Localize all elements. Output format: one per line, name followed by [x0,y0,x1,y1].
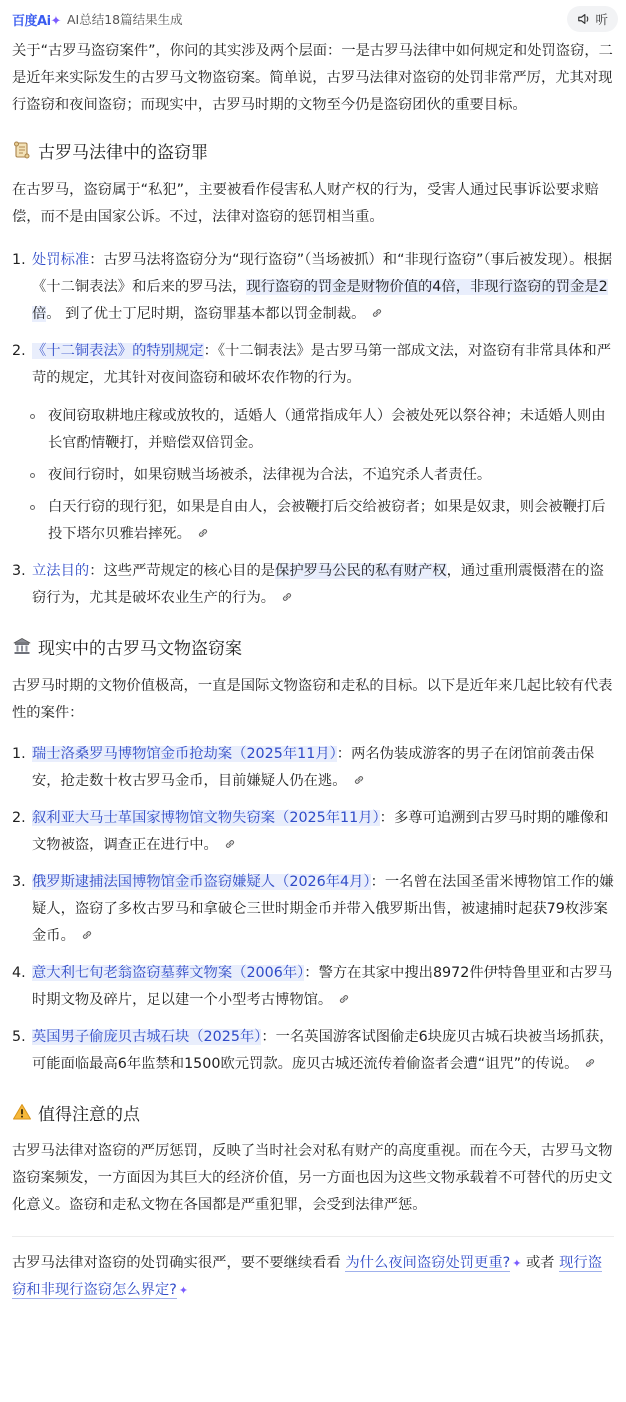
warning-icon [12,1102,32,1122]
sub-list-item: 夜间行窃时，如果窃贼当场被杀，法律视为合法，不追究杀人者责任。 [12,462,614,489]
intro-paragraph: 关于“古罗马盗窃案件”，你问的其实涉及两个层面：一是古罗马法律中如何规定和处罚盗窃，二是近年来实际发生的古罗马文物盗窃案。简单说，古罗马法律对盗窃的处罚非常严厉，尤其对现行盗窃和夜间盗窃；而现实中，古罗马时期的文物至今仍是盗窃团伙的重要目标。 [12,43,613,113]
source-link-icon[interactable] [224,838,236,850]
law-list [12,247,614,612]
spark-icon: ✦ [512,1257,522,1270]
case-title: 俄罗斯逮捕法国博物馆金币盗窃嫌疑人（2026年4月） [32,874,371,890]
highlighted-text: 现行盗窃的罚金是财物价值的4倍，非现行盗窃的罚金是2倍 [32,279,608,322]
baidu-ai-logo: 百度Ai✦ [12,13,61,29]
bullet-icon [30,505,35,510]
listen-label: 听 [595,12,608,27]
bullet-icon [30,473,35,478]
case-title: 英国男子偷庞贝古城石块（2025年） [32,1029,262,1045]
listen-button[interactable] [567,6,618,32]
section-heading-law [12,138,614,162]
speaker-icon [577,12,591,26]
list-item: 1. 瑞士洛桑罗马博物馆金币抢劫案（2025年11月）：两名伪装成游客的男子在闭馆前袭击保安，抢走数十枚古罗马金币，目前嫌疑人仍在逃。 [12,746,595,789]
section-title: 现实中的古罗马文物盗窃案 [38,638,242,659]
case-title: 叙利亚大马士革国家博物馆文物失窃案（2025年11月） [32,810,380,826]
section-heading-cases [12,634,614,658]
followup-question-link[interactable]: 现行盗窃和非现行盗窃怎么界定? [12,1255,603,1298]
sub-list-item: 夜间窃取耕地庄稼或放牧的，适婚人（通常指成年人）会被处死以祭谷神；未适婚人则由长官酌情鞭打，并赔偿双倍罚金。 [12,403,614,457]
cases-list [12,741,614,1078]
followup-question-link[interactable]: 为什么夜间盗窃处罚更重? [345,1255,511,1271]
item-title: 《十二铜表法》的特别规定 [32,343,204,359]
case-title: 意大利七旬老翁盗窃墓葬文物案（2006年） [32,965,305,981]
brand [12,10,183,29]
item-title: 立法目的 [32,563,90,579]
source-link-icon[interactable] [197,527,209,539]
list-item: 5. 英国男子偷庞贝古城石块（2025年）：一名英国游客试图偷走6块庞贝古城石块被当场抓获，可能面临最高6年监禁和1500欧元罚款。庞贝古城还流传着偷盗者会遭“诅咒”的传说。 [12,1029,614,1072]
source-link-icon[interactable] [584,1057,596,1069]
source-link-icon[interactable] [353,774,365,786]
bullet-icon [30,414,35,419]
section-heading-notes [12,1100,614,1124]
answer-content [0,38,626,1304]
followup-suggestion: 古罗马法律对盗窃的处罚确实很严，要不要继续看看 为什么夜间盗窃处罚更重? ✦ 或者 现行盗窃和非现行盗窃怎么界定? ✦ [12,1255,603,1298]
sub-list [12,403,614,548]
spark-icon: ✦ [178,1284,189,1297]
source-link-icon[interactable] [281,591,293,603]
list-item: 2. 《十二铜表法》的特别规定：《十二铜表法》是古罗马第一部成文法，对盗窃有非常具体和严苛的规定，尤其针对夜间盗窃和破坏农作物的行为。 [12,343,612,386]
list-item: 1. 处罚标准：古罗马法将盗窃分为“现行盗窃”（当场被抓）和“非现行盗窃”（事后被发现）。根据《十二铜表法》和后来的罗马法，现行盗窃的罚金是财物价值的4倍，非现行盗窃的罚金是2倍。 到了优士丁尼时期，盗窃罪基本都以罚金制裁。 [12,252,613,322]
notes-paragraph: 古罗马法律对盗窃的严厉惩罚，反映了当时社会对私有财产的高度重视。而在今天，古罗马文物盗窃案频发，一方面因为其巨大的经济价值，另一方面也因为这些文物承载着不可替代的历史文化意义。盗窃和走私文物在各国都是严重犯罪，会受到法律严惩。 [12,1143,613,1213]
source-link-icon[interactable] [338,993,350,1005]
item-title: 处罚标准 [32,252,90,268]
ai-summary-label: AI总结18篇结果生成 [66,12,183,27]
list-item: 3. 立法目的：这些严苛规定的核心目的是保护罗马公民的私有财产权，通过重刑震慑潜在的盗窃行为，尤其是破坏农业生产的行为。 [12,563,604,606]
law-intro-paragraph: 在古罗马，盗窃属于“私犯”，主要被看作侵害私人财产权的行为，受害人通过民事诉讼要求赔偿，而不是由国家公诉。不过，法律对盗窃的惩罚相当重。 [12,182,599,225]
sub-list-item: 白天行窃的现行犯，如果是自由人，会被鞭打后交给被窃者；如果是奴隶，则会被鞭打后投下塔尔贝雅岩摔死。 [12,494,614,548]
source-link-icon[interactable] [81,929,93,941]
section-title: 值得注意的点 [38,1104,140,1125]
case-title: 瑞士洛桑罗马博物馆金币抢劫案（2025年11月） [32,746,337,762]
museum-icon [12,636,32,656]
section-title: 古罗马法律中的盗窃罪 [38,142,208,163]
cases-intro-paragraph: 古罗马时期的文物价值极高，一直是国际文物盗窃和走私的目标。以下是近年来几起比较有代表性的案件： [12,678,613,721]
header-bar [0,0,626,38]
source-link-icon[interactable] [371,307,383,319]
list-item: 3. 俄罗斯逮捕法国博物馆金币盗窃嫌疑人（2026年4月）：一名曾在法国圣雷米博物馆工作的嫌疑人，盗窃了多枚古罗马和拿破仑三世时期金币并带入俄罗斯出售，被逮捕时起获79枚涉案金币。 [12,874,614,944]
scroll-icon [12,140,32,160]
list-item: 4. 意大利七旬老翁盗窃墓葬文物案（2006年）：警方在其家中搜出8972件伊特鲁里亚和古罗马时期文物及碎片，足以建一个小型考古博物馆。 [12,965,613,1008]
list-item: 2. 叙利亚大马士革国家博物馆文物失窃案（2025年11月）：多尊可追溯到古罗马时期的雕像和文物被盗，调查正在进行中。 [12,810,609,853]
highlighted-text: 保护罗马公民的私有财产权 [275,563,447,579]
